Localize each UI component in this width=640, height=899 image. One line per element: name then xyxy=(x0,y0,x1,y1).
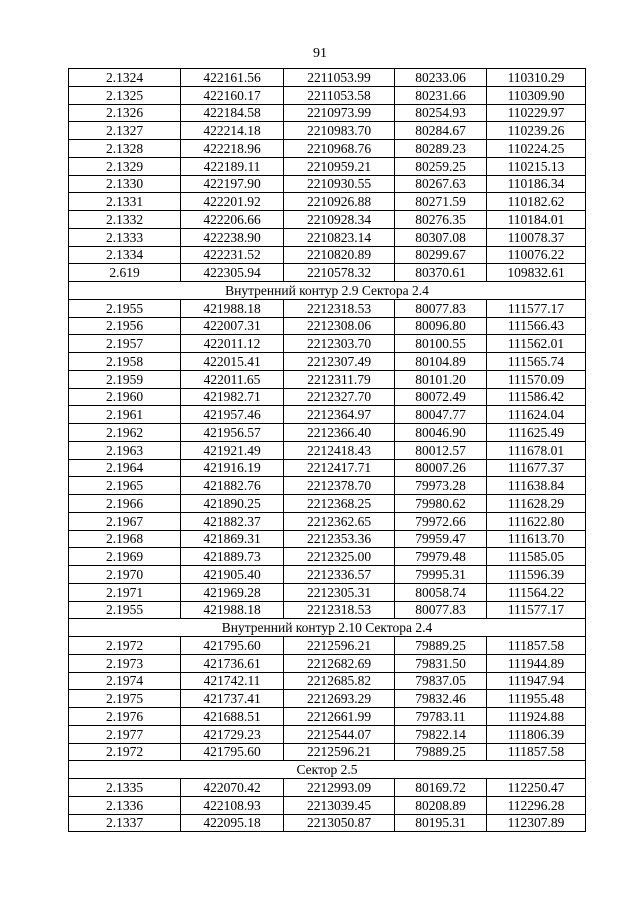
table-row xyxy=(69,814,586,832)
point-id-cell: 2.1332 xyxy=(69,211,181,229)
y-coordinate-cell: 2212682.69 xyxy=(284,654,395,672)
table-row xyxy=(69,246,586,264)
section-header-row xyxy=(69,282,586,300)
y-coordinate-cell: 2212685.82 xyxy=(284,672,395,690)
y-coordinate-cell: 2212311.79 xyxy=(284,370,395,388)
y-local-cell: 110186.34 xyxy=(487,175,586,193)
x-local-cell: 80104.89 xyxy=(395,353,487,371)
y-coordinate-cell: 2210959.21 xyxy=(284,157,395,175)
table-row xyxy=(69,175,586,193)
x-coordinate-cell: 422070.42 xyxy=(181,779,284,797)
x-local-cell: 80100.55 xyxy=(395,335,487,353)
y-coordinate-cell: 2210983.70 xyxy=(284,122,395,140)
y-local-cell: 111857.58 xyxy=(487,743,586,761)
y-local-cell: 110078.37 xyxy=(487,228,586,246)
x-coordinate-cell: 422201.92 xyxy=(181,193,284,211)
x-coordinate-cell: 422184.58 xyxy=(181,104,284,122)
x-local-cell: 79972.66 xyxy=(395,512,487,530)
table-row xyxy=(69,86,586,104)
x-coordinate-cell: 421729.23 xyxy=(181,725,284,743)
x-local-cell: 79959.47 xyxy=(395,530,487,548)
y-coordinate-cell: 2212378.70 xyxy=(284,477,395,495)
y-local-cell: 111570.09 xyxy=(487,370,586,388)
point-id-cell: 2.1958 xyxy=(69,353,181,371)
table-row xyxy=(69,193,586,211)
table-row xyxy=(69,69,586,87)
x-coordinate-cell: 421988.18 xyxy=(181,601,284,619)
y-coordinate-cell: 2212327.70 xyxy=(284,388,395,406)
point-id-cell: 2.1324 xyxy=(69,69,181,87)
y-coordinate-cell: 2212308.06 xyxy=(284,317,395,335)
table-row xyxy=(69,317,586,335)
x-coordinate-cell: 421737.41 xyxy=(181,690,284,708)
table-row xyxy=(69,512,586,530)
table-row xyxy=(69,441,586,459)
x-coordinate-cell: 422238.90 xyxy=(181,228,284,246)
section-title: Внутренний контур 2.10 Сектора 2.4 xyxy=(69,619,586,637)
x-local-cell: 80254.93 xyxy=(395,104,487,122)
point-id-cell: 2.1337 xyxy=(69,814,181,832)
x-local-cell: 80046.90 xyxy=(395,424,487,442)
point-id-cell: 2.1962 xyxy=(69,424,181,442)
x-local-cell: 80077.83 xyxy=(395,299,487,317)
x-coordinate-cell: 421795.60 xyxy=(181,637,284,655)
page-number: 91 xyxy=(313,46,327,61)
x-coordinate-cell: 422007.31 xyxy=(181,317,284,335)
x-coordinate-cell: 421956.57 xyxy=(181,424,284,442)
x-coordinate-cell: 422095.18 xyxy=(181,814,284,832)
table-row xyxy=(69,548,586,566)
y-coordinate-cell: 2212307.49 xyxy=(284,353,395,371)
x-local-cell: 80307.08 xyxy=(395,228,487,246)
y-coordinate-cell: 2210968.76 xyxy=(284,140,395,158)
section-header-row xyxy=(69,761,586,779)
y-coordinate-cell: 2212318.53 xyxy=(284,601,395,619)
y-local-cell: 111577.17 xyxy=(487,299,586,317)
point-id-cell: 2.1968 xyxy=(69,530,181,548)
x-local-cell: 80271.59 xyxy=(395,193,487,211)
point-id-cell: 2.1331 xyxy=(69,193,181,211)
table-row xyxy=(69,654,586,672)
point-id-cell: 2.1333 xyxy=(69,228,181,246)
y-coordinate-cell: 2210930.55 xyxy=(284,175,395,193)
table-row xyxy=(69,477,586,495)
y-coordinate-cell: 2212693.29 xyxy=(284,690,395,708)
table-row xyxy=(69,157,586,175)
x-coordinate-cell: 422161.56 xyxy=(181,69,284,87)
y-coordinate-cell: 2211053.99 xyxy=(284,69,395,87)
y-local-cell: 110239.26 xyxy=(487,122,586,140)
y-coordinate-cell: 2212362.65 xyxy=(284,512,395,530)
table-row xyxy=(69,264,586,282)
table-row xyxy=(69,601,586,619)
x-coordinate-cell: 421921.49 xyxy=(181,441,284,459)
y-coordinate-cell: 2212305.31 xyxy=(284,583,395,601)
point-id-cell: 2.1969 xyxy=(69,548,181,566)
y-local-cell: 112296.28 xyxy=(487,796,586,814)
x-local-cell: 80259.25 xyxy=(395,157,487,175)
y-local-cell: 111625.49 xyxy=(487,424,586,442)
x-local-cell: 79889.25 xyxy=(395,637,487,655)
y-local-cell: 110182.62 xyxy=(487,193,586,211)
x-local-cell: 80072.49 xyxy=(395,388,487,406)
table-row xyxy=(69,779,586,797)
x-local-cell: 80047.77 xyxy=(395,406,487,424)
y-local-cell: 110224.25 xyxy=(487,140,586,158)
y-coordinate-cell: 2212366.40 xyxy=(284,424,395,442)
x-coordinate-cell: 422206.66 xyxy=(181,211,284,229)
point-id-cell: 2.1975 xyxy=(69,690,181,708)
x-local-cell: 80012.57 xyxy=(395,441,487,459)
x-coordinate-cell: 421795.60 xyxy=(181,743,284,761)
y-coordinate-cell: 2210578.32 xyxy=(284,264,395,282)
y-local-cell: 110215.13 xyxy=(487,157,586,175)
table-row xyxy=(69,566,586,584)
x-local-cell: 79995.31 xyxy=(395,566,487,584)
table-row xyxy=(69,353,586,371)
point-id-cell: 2.1976 xyxy=(69,708,181,726)
point-id-cell: 2.1972 xyxy=(69,743,181,761)
table-row xyxy=(69,388,586,406)
y-local-cell: 111924.88 xyxy=(487,708,586,726)
x-coordinate-cell: 421742.11 xyxy=(181,672,284,690)
x-coordinate-cell: 421889.73 xyxy=(181,548,284,566)
coordinates-table xyxy=(68,68,586,832)
y-coordinate-cell: 2210820.89 xyxy=(284,246,395,264)
point-id-cell: 2.1967 xyxy=(69,512,181,530)
section-header-row xyxy=(69,619,586,637)
y-coordinate-cell: 2210823.14 xyxy=(284,228,395,246)
table-row xyxy=(69,424,586,442)
x-local-cell: 79980.62 xyxy=(395,495,487,513)
section-title: Сектор 2.5 xyxy=(69,761,586,779)
point-id-cell: 2.1328 xyxy=(69,140,181,158)
y-local-cell: 111628.29 xyxy=(487,495,586,513)
y-coordinate-cell: 2213039.45 xyxy=(284,796,395,814)
y-local-cell: 110309.90 xyxy=(487,86,586,104)
x-coordinate-cell: 422011.65 xyxy=(181,370,284,388)
x-coordinate-cell: 421869.31 xyxy=(181,530,284,548)
y-local-cell: 111955.48 xyxy=(487,690,586,708)
x-coordinate-cell: 422108.93 xyxy=(181,796,284,814)
point-id-cell: 2.1326 xyxy=(69,104,181,122)
x-local-cell: 79973.28 xyxy=(395,477,487,495)
table-row xyxy=(69,459,586,477)
x-local-cell: 80299.67 xyxy=(395,246,487,264)
point-id-cell: 2.1959 xyxy=(69,370,181,388)
table-row xyxy=(69,530,586,548)
y-local-cell: 112250.47 xyxy=(487,779,586,797)
point-id-cell: 2.1965 xyxy=(69,477,181,495)
y-local-cell: 111586.42 xyxy=(487,388,586,406)
x-local-cell: 80077.83 xyxy=(395,601,487,619)
y-coordinate-cell: 2212303.70 xyxy=(284,335,395,353)
y-coordinate-cell: 2213050.87 xyxy=(284,814,395,832)
y-coordinate-cell: 2212418.43 xyxy=(284,441,395,459)
x-local-cell: 79832.46 xyxy=(395,690,487,708)
point-id-cell: 2.1964 xyxy=(69,459,181,477)
table-row xyxy=(69,672,586,690)
point-id-cell: 2.1973 xyxy=(69,654,181,672)
x-local-cell: 80058.74 xyxy=(395,583,487,601)
x-coordinate-cell: 422160.17 xyxy=(181,86,284,104)
x-coordinate-cell: 422218.96 xyxy=(181,140,284,158)
y-coordinate-cell: 2212993.09 xyxy=(284,779,395,797)
point-id-cell: 2.1961 xyxy=(69,406,181,424)
y-local-cell: 110310.29 xyxy=(487,69,586,87)
x-local-cell: 80096.80 xyxy=(395,317,487,335)
table-row xyxy=(69,637,586,655)
y-coordinate-cell: 2210973.99 xyxy=(284,104,395,122)
point-id-cell: 2.1963 xyxy=(69,441,181,459)
table-row xyxy=(69,228,586,246)
y-local-cell: 112307.89 xyxy=(487,814,586,832)
table-row xyxy=(69,743,586,761)
y-local-cell: 111613.70 xyxy=(487,530,586,548)
y-coordinate-cell: 2212596.21 xyxy=(284,637,395,655)
y-coordinate-cell: 2212353.36 xyxy=(284,530,395,548)
point-id-cell: 2.1325 xyxy=(69,86,181,104)
table-row xyxy=(69,140,586,158)
x-local-cell: 79979.48 xyxy=(395,548,487,566)
y-coordinate-cell: 2211053.58 xyxy=(284,86,395,104)
x-local-cell: 79837.05 xyxy=(395,672,487,690)
y-local-cell: 111944.89 xyxy=(487,654,586,672)
x-coordinate-cell: 421882.76 xyxy=(181,477,284,495)
x-local-cell: 79822.14 xyxy=(395,725,487,743)
table-row xyxy=(69,335,586,353)
point-id-cell: 2.1970 xyxy=(69,566,181,584)
point-id-cell: 2.1971 xyxy=(69,583,181,601)
x-local-cell: 80195.31 xyxy=(395,814,487,832)
x-coordinate-cell: 421982.71 xyxy=(181,388,284,406)
x-coordinate-cell: 422214.18 xyxy=(181,122,284,140)
point-id-cell: 2.1974 xyxy=(69,672,181,690)
x-coordinate-cell: 422015.41 xyxy=(181,353,284,371)
table-row xyxy=(69,406,586,424)
y-local-cell: 111566.43 xyxy=(487,317,586,335)
y-coordinate-cell: 2212336.57 xyxy=(284,566,395,584)
y-local-cell: 110184.01 xyxy=(487,211,586,229)
table-row xyxy=(69,708,586,726)
point-id-cell: 2.1955 xyxy=(69,601,181,619)
point-id-cell: 2.1335 xyxy=(69,779,181,797)
table-row xyxy=(69,495,586,513)
coordinates-table-body xyxy=(69,69,586,832)
table-row xyxy=(69,104,586,122)
y-local-cell: 111677.37 xyxy=(487,459,586,477)
x-coordinate-cell: 421736.61 xyxy=(181,654,284,672)
x-local-cell: 80289.23 xyxy=(395,140,487,158)
x-coordinate-cell: 421988.18 xyxy=(181,299,284,317)
y-local-cell: 111562.01 xyxy=(487,335,586,353)
y-coordinate-cell: 2212596.21 xyxy=(284,743,395,761)
x-coordinate-cell: 422231.52 xyxy=(181,246,284,264)
y-local-cell: 111857.58 xyxy=(487,637,586,655)
y-local-cell: 111564.22 xyxy=(487,583,586,601)
x-local-cell: 80231.66 xyxy=(395,86,487,104)
table-row xyxy=(69,690,586,708)
y-local-cell: 111806.39 xyxy=(487,725,586,743)
table-row xyxy=(69,370,586,388)
x-local-cell: 80208.89 xyxy=(395,796,487,814)
x-coordinate-cell: 421882.37 xyxy=(181,512,284,530)
x-local-cell: 80284.67 xyxy=(395,122,487,140)
point-id-cell: 2.1977 xyxy=(69,725,181,743)
x-coordinate-cell: 422305.94 xyxy=(181,264,284,282)
y-coordinate-cell: 2212544.07 xyxy=(284,725,395,743)
point-id-cell: 2.1955 xyxy=(69,299,181,317)
x-local-cell: 80370.61 xyxy=(395,264,487,282)
point-id-cell: 2.1972 xyxy=(69,637,181,655)
x-local-cell: 80101.20 xyxy=(395,370,487,388)
y-local-cell: 111596.39 xyxy=(487,566,586,584)
y-local-cell: 111624.04 xyxy=(487,406,586,424)
x-coordinate-cell: 422189.11 xyxy=(181,157,284,175)
point-id-cell: 2.1336 xyxy=(69,796,181,814)
x-local-cell: 80007.26 xyxy=(395,459,487,477)
table-row xyxy=(69,796,586,814)
x-local-cell: 79783.11 xyxy=(395,708,487,726)
y-coordinate-cell: 2210926.88 xyxy=(284,193,395,211)
y-coordinate-cell: 2212661.99 xyxy=(284,708,395,726)
table-row xyxy=(69,725,586,743)
y-local-cell: 111947.94 xyxy=(487,672,586,690)
x-coordinate-cell: 421890.25 xyxy=(181,495,284,513)
table-row xyxy=(69,583,586,601)
section-title: Внутренний контур 2.9 Сектора 2.4 xyxy=(69,282,586,300)
x-coordinate-cell: 421905.40 xyxy=(181,566,284,584)
y-local-cell: 110076.22 xyxy=(487,246,586,264)
x-coordinate-cell: 421688.51 xyxy=(181,708,284,726)
x-coordinate-cell: 422011.12 xyxy=(181,335,284,353)
point-id-cell: 2.1327 xyxy=(69,122,181,140)
point-id-cell: 2.619 xyxy=(69,264,181,282)
y-local-cell: 111585.05 xyxy=(487,548,586,566)
x-coordinate-cell: 421969.28 xyxy=(181,583,284,601)
point-id-cell: 2.1957 xyxy=(69,335,181,353)
x-local-cell: 79831.50 xyxy=(395,654,487,672)
y-local-cell: 110229.97 xyxy=(487,104,586,122)
y-local-cell: 109832.61 xyxy=(487,264,586,282)
y-coordinate-cell: 2212318.53 xyxy=(284,299,395,317)
point-id-cell: 2.1329 xyxy=(69,157,181,175)
y-local-cell: 111678.01 xyxy=(487,441,586,459)
point-id-cell: 2.1334 xyxy=(69,246,181,264)
table-row xyxy=(69,299,586,317)
x-coordinate-cell: 421957.46 xyxy=(181,406,284,424)
point-id-cell: 2.1966 xyxy=(69,495,181,513)
table-row xyxy=(69,211,586,229)
point-id-cell: 2.1960 xyxy=(69,388,181,406)
x-local-cell: 80267.63 xyxy=(395,175,487,193)
y-coordinate-cell: 2212325.00 xyxy=(284,548,395,566)
y-coordinate-cell: 2210928.34 xyxy=(284,211,395,229)
x-local-cell: 79889.25 xyxy=(395,743,487,761)
y-coordinate-cell: 2212364.97 xyxy=(284,406,395,424)
y-local-cell: 111565.74 xyxy=(487,353,586,371)
table-row xyxy=(69,122,586,140)
point-id-cell: 2.1330 xyxy=(69,175,181,193)
point-id-cell: 2.1956 xyxy=(69,317,181,335)
x-coordinate-cell: 422197.90 xyxy=(181,175,284,193)
x-local-cell: 80169.72 xyxy=(395,779,487,797)
x-local-cell: 80233.06 xyxy=(395,69,487,87)
x-coordinate-cell: 421916.19 xyxy=(181,459,284,477)
y-coordinate-cell: 2212368.25 xyxy=(284,495,395,513)
x-local-cell: 80276.35 xyxy=(395,211,487,229)
y-local-cell: 111577.17 xyxy=(487,601,586,619)
y-coordinate-cell: 2212417.71 xyxy=(284,459,395,477)
y-local-cell: 111638.84 xyxy=(487,477,586,495)
y-local-cell: 111622.80 xyxy=(487,512,586,530)
